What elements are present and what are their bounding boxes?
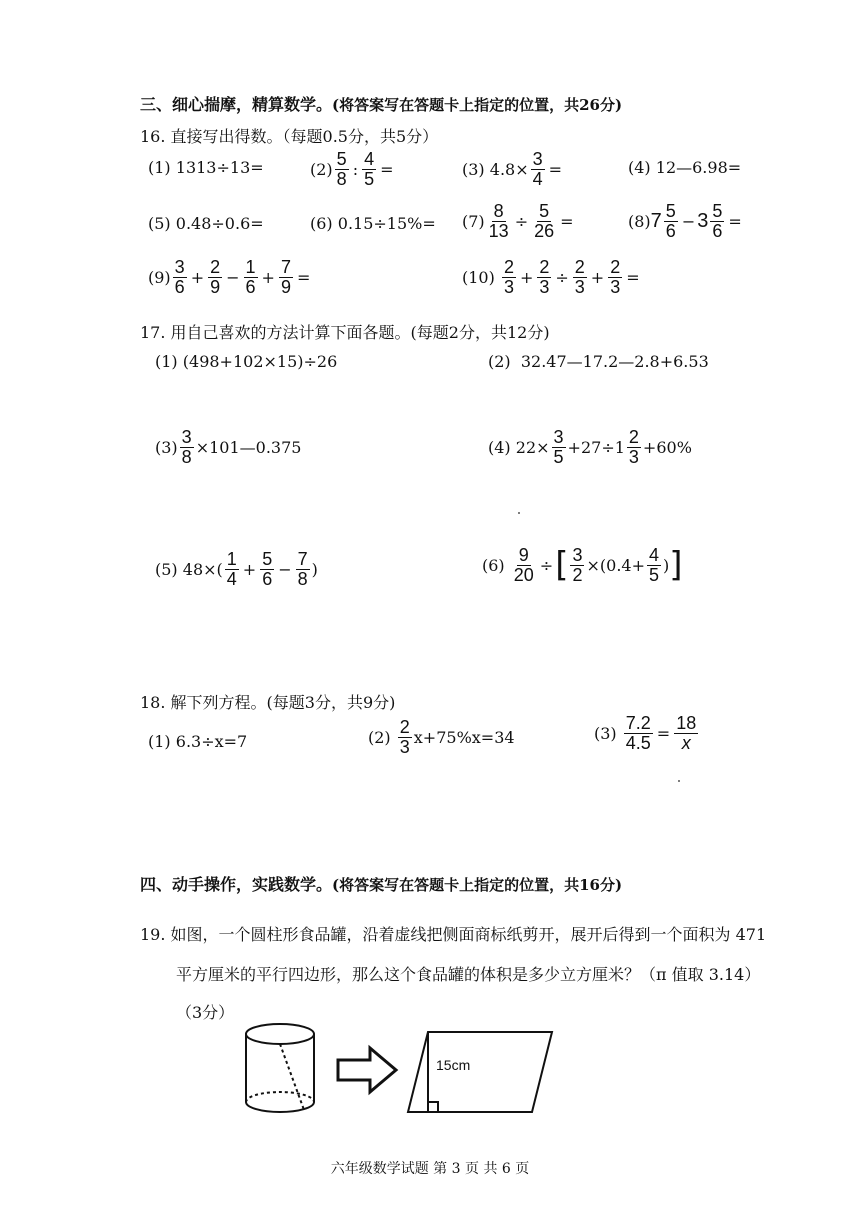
item-label: (1) [148, 158, 171, 177]
q16-item-7 [462, 202, 576, 241]
item-expression: 32.47—17.2—2.8+6.53 [520, 352, 709, 371]
question-18-title: 18. 解下列方程。(每题3分，共9分) [140, 693, 396, 712]
operator: : [352, 159, 359, 179]
cylinder-diagram [246, 1024, 314, 1112]
item-label: (1) [155, 352, 178, 371]
q17-item-1 [155, 352, 337, 371]
q17-item-6: (6) $\frac{9}{20}$ ÷ [ $\frac{3}{2}$ ×(0.4+ $\frac{4}{5}$ ) ] [482, 545, 683, 586]
parallelogram-diagram [408, 1032, 552, 1112]
q18-item-3: (3) $\frac{7.2}{4.5}$ = $\frac{18}{x}$ [594, 713, 697, 753]
q16-item-2 [310, 150, 396, 189]
fraction: $\frac{5}{26}$ [534, 201, 555, 241]
operator: − [681, 211, 696, 231]
q16-item-10: (10) $\frac{2}{3}$ + $\frac{2}{3}$ ÷ $\frac{2}{3}$ + $\frac{2}{3}$ = [462, 257, 640, 297]
scan-speck [518, 512, 520, 514]
section-4-header [140, 872, 622, 895]
fraction: $\frac{4}{5}$ [364, 149, 375, 189]
q16-item-1 [148, 158, 264, 177]
section-3-note: (将答案写在答题卡上指定的位置，共26分) [332, 96, 623, 114]
q16-item-8 [628, 202, 744, 241]
fraction: $\frac{8}{13}$ [488, 201, 509, 241]
item-label: (4) [628, 158, 651, 177]
question-19-line-2: 平方厘米的平行四边形，那么这个食品罐的体积是多少立方厘米？（π 值取 3.14） [176, 965, 761, 984]
item-label: (7) [462, 211, 485, 231]
q16-item-3 [462, 150, 564, 189]
q17-item-3: (3) $\frac{3}{8}$ ×101—0.375 [155, 427, 302, 467]
item-expression: 6.3÷x=7 [175, 732, 248, 751]
section-4-title: 四、动手操作，实践数学。 [140, 875, 333, 894]
q18-item-1 [148, 732, 247, 751]
equals: = [380, 159, 394, 179]
item-label: (10) [462, 267, 495, 287]
q16-item-5 [148, 214, 264, 233]
item-label: (2) [488, 352, 511, 371]
item-label: (6) [310, 214, 333, 233]
q16-item-9: (9) $\frac{3}{6}$ + $\frac{2}{9}$ − $\frac{1}{6}$ + $\frac{7}{9}$ = [148, 257, 311, 297]
fraction: $\frac{5}{8}$ [336, 149, 347, 189]
item-label: (3) [594, 723, 617, 743]
item-expression: 0.15÷15%= [337, 214, 436, 233]
equals: = [548, 159, 563, 179]
q17-item-2 [488, 352, 709, 371]
q16-item-4 [628, 158, 741, 177]
q16-item-6 [310, 214, 436, 233]
question-19-line-1: 19. 如图，一个圆柱形食品罐，沿着虚线把侧面商标纸剪开，展开后得到一个面积为 471 [140, 925, 767, 944]
item-prefix: 4.8× [489, 159, 529, 179]
item-expression: 12—6.98= [655, 158, 742, 177]
equals: = [560, 211, 574, 231]
item-label: (9) [148, 267, 171, 287]
operator: ÷ [514, 211, 529, 231]
q17-item-4: (4) 22× $\frac{3}{5}$ +27÷1 $\frac{2}{3}$ +60% [488, 427, 692, 467]
item-label: (6) [482, 555, 505, 575]
section-3-header [140, 92, 622, 115]
fraction: $\frac{3}{4}$ [532, 149, 543, 189]
item-expression: 0.48÷0.6= [175, 214, 264, 233]
right-arrow-icon [338, 1048, 396, 1092]
q17-item-5: (5) 48×( $\frac{1}{4}$ + $\frac{5}{6}$ − $\frac{7}{8}$ ) [155, 549, 318, 589]
q19-figure [240, 1018, 570, 1128]
item-label: (2) [368, 727, 391, 747]
q18-item-2: (2) $\frac{2}{3}$ x+75%x=34 [368, 717, 515, 757]
item-label: (3) [462, 159, 485, 179]
item-label: (3) [155, 437, 178, 457]
item-label: (5) [155, 559, 178, 579]
question-16-title: 16. 直接写出得数。（每题0.5分，共5分） [140, 127, 439, 146]
item-label: (4) [488, 437, 511, 457]
item-expression: ×101—0.375 [195, 437, 302, 457]
item-label: (2) [310, 159, 333, 179]
height-label: 15cm [436, 1057, 471, 1073]
scan-speck [678, 780, 680, 782]
item-expression: x+75%x=34 [413, 727, 515, 747]
item-expression: 1313÷13= [175, 158, 264, 177]
left-bracket: [ [555, 545, 569, 586]
mixed-number: 7 $\frac{5}{6}$ [650, 201, 676, 241]
equals: = [728, 211, 742, 231]
page-footer: 六年级数学试题 第 3 页 共 6 页 [330, 1161, 530, 1177]
item-label: (5) [148, 214, 171, 233]
mixed-number: 3 $\frac{5}{6}$ [697, 201, 723, 241]
item-label: (8) [628, 211, 651, 231]
question-19-score: （3分） [176, 1003, 235, 1022]
section-4-note: (将答案写在答题卡上指定的位置，共16分) [332, 876, 623, 894]
question-17-title: 17. 用自己喜欢的方法计算下面各题。(每题2分，共12分) [140, 323, 550, 342]
item-label: (1) [148, 732, 171, 751]
right-bracket: ] [669, 545, 683, 586]
section-3-title: 三、细心揣摩，精算数学。 [140, 95, 333, 114]
item-expression: (498+102×15)÷26 [182, 352, 338, 371]
